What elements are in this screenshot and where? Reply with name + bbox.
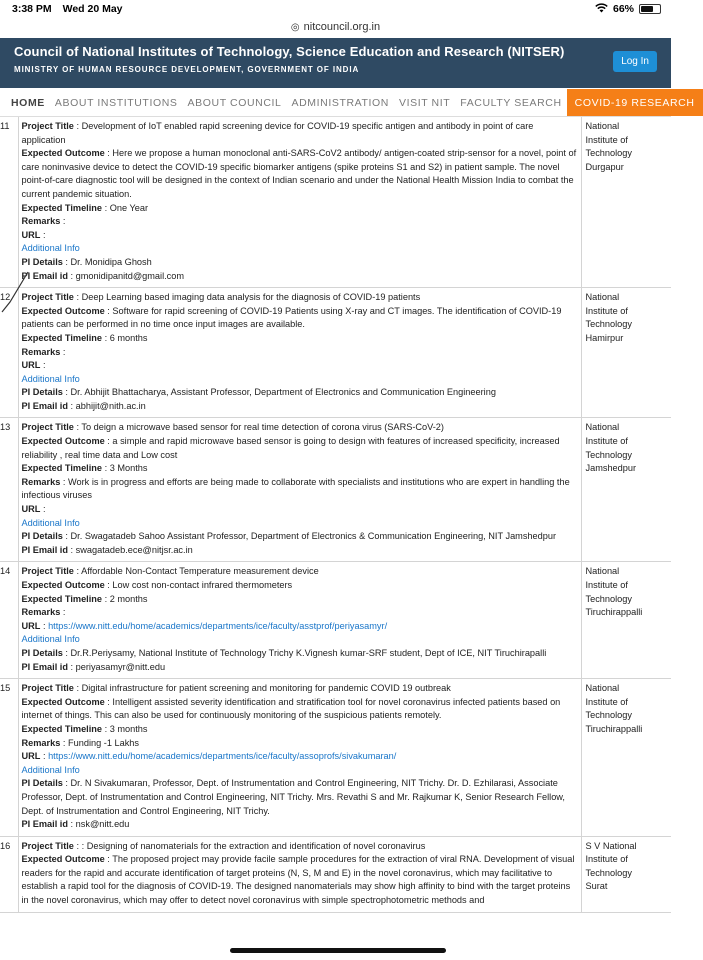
login-button[interactable]: Log In: [613, 51, 657, 72]
project-details: [18, 288, 581, 418]
field-label: Expected Timeline: [21, 202, 103, 213]
field-label: PI Email id: [21, 400, 68, 411]
field-timeline: Expected Timeline : 3 months: [21, 723, 148, 734]
nav-covid-research[interactable]: COVID-19 RESEARCH: [567, 89, 703, 116]
field-title: Project Title : Deep Learning based imaging data analysis for the diagnosis of COVID-19 patients: [21, 292, 421, 303]
field-url: URL :: [21, 360, 46, 371]
field-title: Project Title : To deign a microwave based sensor for real time detection of corona virus (SARS-CoV-2): [21, 422, 444, 433]
field-value: abhijit@nith.ac.in: [75, 400, 146, 411]
status-bar: [0, 0, 671, 18]
table-row: [0, 418, 671, 562]
field-value: periyasamyr@nitt.edu: [75, 661, 166, 672]
institution-line: Institute of: [585, 305, 628, 316]
field-label: Project Title: [21, 292, 74, 303]
row-number: 15: [0, 679, 18, 837]
row-number: 13: [0, 418, 18, 562]
institution-line: S V National: [585, 840, 637, 851]
table-row: [0, 117, 671, 288]
field-value[interactable]: https://www.nitt.edu/home/academics/departments/ice/faculty/asstprof/periyasamyr/: [48, 620, 388, 631]
field-title: Project Title : Affordable Non-Contact Temperature measurement device: [21, 566, 319, 577]
field-url: URL : https://www.nitt.edu/home/academics/departments/ice/faculty/asstprof/periyasamyr/: [21, 620, 388, 631]
field-label: URL: [21, 751, 41, 762]
field-label: Expected Outcome: [21, 148, 105, 159]
institution-line: Technology: [585, 593, 632, 604]
site-subtitle: MINISTRY OF HUMAN RESOURCE DEVELOPMENT, GOVERNMENT OF INDIA: [14, 65, 360, 74]
status-time: 3:38 PM: [12, 3, 52, 15]
field-label: PI Details: [21, 387, 63, 398]
row-number: 14: [0, 562, 18, 679]
field-email: PI Email id : periyasamyr@nitt.edu: [21, 661, 166, 672]
nav-visit-nit[interactable]: VISIT NIT: [398, 96, 451, 109]
field-label: PI Details: [21, 531, 63, 542]
project-details: [18, 418, 581, 562]
institution-line: Hamirpur: [585, 332, 624, 343]
project-details: [18, 562, 581, 679]
field-value: a simple and rapid microwave based sensor is going to design with features of increased specificity, increased reliability , real time data and Low cost: [21, 436, 560, 460]
research-table: [0, 117, 671, 913]
field-remarks: Remarks :: [21, 216, 66, 227]
field-label: Project Title: [21, 566, 74, 577]
field-value: 2 months: [109, 593, 148, 604]
additional-info-link[interactable]: Additional Info: [21, 243, 80, 254]
status-date: Wed 20 May: [62, 3, 123, 15]
field-label: PI Details: [21, 256, 63, 267]
battery-percent: 66%: [612, 3, 634, 15]
institution: [581, 288, 671, 418]
field-pi: PI Details : Dr.R.Periysamy, National Institute of Technology Trichy K.Vignesh kumar-SRF student, Dept of ICE, NIT Tiruchirapalli: [21, 647, 547, 658]
field-label: Expected Timeline: [21, 723, 103, 734]
field-timeline: Expected Timeline : 3 Months: [21, 463, 148, 474]
field-value: Dr.R.Periysamy, National Institute of Technology Trichy K.Vignesh kumar-SRF student, Dept of ICE, NIT Tiruchirapalli: [70, 647, 547, 658]
field-label: PI Email id: [21, 661, 68, 672]
project-details: [18, 836, 581, 912]
site-header: [0, 38, 671, 88]
institution-line: Tiruchirappalli: [585, 607, 643, 618]
institution-line: National: [585, 292, 620, 303]
field-value: 6 months: [109, 332, 148, 343]
field-value: Deep Learning based imaging data analysis for the diagnosis of COVID-19 patients: [81, 292, 421, 303]
field-email: PI Email id : abhijit@nith.ac.in: [21, 400, 146, 411]
field-label: PI Email id: [21, 819, 68, 830]
field-value[interactable]: https://www.nitt.edu/home/academics/departments/ice/faculty/assoprofs/sivakumaran/: [48, 751, 397, 762]
institution-line: Institute of: [585, 854, 628, 865]
additional-info-link[interactable]: Additional Info: [21, 517, 80, 528]
nav-faculty-search[interactable]: FACULTY SEARCH: [460, 96, 562, 109]
project-details: [18, 117, 581, 288]
address-bar[interactable]: [0, 18, 671, 36]
status-left: [12, 3, 131, 15]
field-value: To deign a microwave based sensor for real time detection of corona virus (SARS-CoV-2): [81, 422, 444, 433]
institution-line: Tiruchirappalli: [585, 723, 643, 734]
field-outcome: Expected Outcome : Here we propose a human monoclonal anti-SARS-CoV2 antibody/ antigen-coated strip-sensor for a novel, point of care noninvasive device to detect the COVID-19 specific biomarker antigens (spike proteins S1 and S2) in patient sample. The novel point-of-care diagnostic tool will be designed in the context of Indian scenario and under the National Health Mission India to combat the current pandemic situation.: [21, 148, 577, 199]
field-label: Remarks: [21, 476, 61, 487]
field-outcome: Expected Outcome : The proposed project may provide facile sample procedures for the extraction of viral RNA. Development of visual readers for the rapid and accurate identification of target proteins (N, S, M and E) in the novel coronavirus, which may facilitative to establish a rapid tool for the diagnosis of COVID-19. The designed nanomaterials may show high affinity to bind with the target proteins in the novel coronavirus, which may offer to detect novel coronavirus with simple spectrophotometric methods and: [21, 854, 575, 906]
field-value: Dr. Abhijit Bhattacharya, Assistant Professor, Department of Electronics and Communication Engineering: [70, 387, 496, 398]
row-number: 11: [0, 117, 18, 288]
field-label: PI Details: [21, 778, 63, 789]
field-value: 3 months: [109, 723, 148, 734]
field-label: Expected Timeline: [21, 463, 103, 474]
institution-line: Technology: [585, 319, 632, 330]
field-label: Remarks: [21, 737, 61, 748]
institution-line: Technology: [585, 710, 632, 721]
field-outcome: Expected Outcome : a simple and rapid microwave based sensor is going to design with features of increased specificity, increased reliability , real time data and Low cost: [21, 436, 560, 460]
field-email: PI Email id : swagatadeb.ece@nitjsr.ac.in: [21, 544, 193, 555]
field-email: PI Email id : nsk@nitt.edu: [21, 819, 130, 830]
field-label: Expected Outcome: [21, 580, 105, 590]
institution-line: Technology: [585, 148, 632, 159]
field-url: URL :: [21, 504, 46, 515]
institution-line: National: [585, 422, 620, 433]
field-label: URL: [21, 504, 41, 515]
table-row: [0, 288, 671, 418]
field-label: Expected Outcome: [21, 854, 105, 865]
battery-icon: [639, 4, 661, 14]
institution-line: Institute of: [585, 696, 628, 707]
field-value: Work is in progress and efforts are being made to collaborate with specialists and institutions who are expert in handling the infectious viruses: [21, 476, 570, 501]
field-pi: PI Details : Dr. Monidipa Ghosh: [21, 256, 152, 267]
field-label: Expected Outcome: [21, 436, 105, 447]
field-value: Dr. Swagatadeb Sahoo Assistant Professor, Department of Electronics & Communication Engineering, NIT Jamshedpur: [70, 531, 557, 542]
field-label: Remarks: [21, 216, 61, 227]
field-label: URL: [21, 229, 41, 240]
institution-line: Institute of: [585, 436, 628, 447]
field-value: Low cost non-contact infrared thermometers: [112, 580, 293, 590]
field-value: Development of IoT enabled rapid screening device for COVID-19 specific antigen and antibody in point of care application: [21, 121, 534, 145]
field-value: Funding -1 Lakhs: [68, 737, 139, 748]
field-label: Project Title: [21, 683, 74, 694]
field-title: Project Title : : Designing of nanomaterials for the extraction and identification of novel coronavirus: [21, 840, 426, 851]
field-pi: PI Details : Dr. N Sivakumaran, Professor, Dept. of Instrumentation and Control Engineering, NIT Trichy. Dr. D. Ezhilarasi, Associate Professor, Dept. of Instrumentation and Control Engineering, NIT Trichy. Mrs. Revathi S and Mr. Rajkumar K, Senior Research Fellow, Dept. of Instrumentation and Control Engineering, NIT Trichy.: [21, 778, 565, 816]
field-label: URL: [21, 620, 41, 631]
field-value: Here we propose a human monoclonal anti-SARS-CoV2 antibody/ antigen-coated strip-sensor for a novel, point of care noninvasive device to detect the COVID-19 specific biomarker antigens (spike proteins S1 and S2) in patient sample. The novel point-of-care diagnostic tool will be designed in the context of Indian scenario and under the National Health Mission India to combat the current pandemic situation.: [21, 148, 577, 199]
institution-line: National: [585, 566, 620, 577]
field-value: Intelligent assisted severity identification and stratification tool for novel coronavirus infected patients based on internet of things. This can also be used for continuously monitoring of the suspicious patients remotely.: [21, 696, 561, 721]
field-outcome: Expected Outcome : Intelligent assisted severity identification and stratification tool for novel coronavirus infected patients based on internet of things. This can also be used for continuously monitoring of the suspicious patients remotely.: [21, 696, 561, 721]
field-value: The proposed project may provide facile sample procedures for the extraction of viral RNA. Development of visual readers for the rapid and accurate identification of target proteins (N, S, M and E) in the novel coronavirus, which may facilitative to establish a rapid tool for the diagnosis of COVID-19. The designed nanomaterials may show high affinity to bind with the target proteins in the novel coronavirus, which may offer to detect novel coronavirus with simple spectrophotometric methods and: [21, 854, 575, 906]
institution-line: Surat: [585, 881, 608, 892]
institution-line: Institute of: [585, 134, 628, 145]
field-value: Software for rapid screening of COVID-19 Patients using X-ray and CT images. The identification of COVID-19 patients can be performed in no time once input images are available.: [21, 305, 562, 330]
lock-icon: ◎: [290, 21, 300, 33]
field-label: Remarks: [21, 346, 61, 357]
field-value: : Designing of nanomaterials for the extraction and identification of novel coronavirus: [81, 840, 426, 851]
field-label: Expected Outcome: [21, 696, 105, 707]
nav-about-council[interactable]: ABOUT COUNCIL: [187, 96, 282, 109]
table-row: [0, 836, 671, 912]
field-value: Dr. N Sivakumaran, Professor, Dept. of Instrumentation and Control Engineering, NIT Trichy. Dr. D. Ezhilarasi, Associate Professor, Dept. of Instrumentation and Control Engineering, NIT Trichy. Mrs. Revathi S and Mr. Rajkumar K, Senior Research Fellow, Dept. of Instrumentation and Control Engineering, NIT Trichy.: [21, 778, 565, 816]
field-label: Expected Timeline: [21, 332, 103, 343]
field-label: Project Title: [21, 422, 74, 433]
row-number: 12: [0, 288, 18, 418]
field-remarks: Remarks : Work is in progress and efforts are being made to collaborate with specialists and institutions who are expert in handling the infectious viruses: [21, 476, 570, 501]
nav-home[interactable]: HOME: [11, 96, 45, 109]
additional-info-link[interactable]: Additional Info: [21, 373, 80, 384]
table-row: [0, 679, 671, 837]
main-nav: [0, 89, 695, 117]
address-text: nitcouncil.org.in: [303, 21, 381, 33]
field-value: Affordable Non-Contact Temperature measurement device: [81, 566, 319, 577]
field-label: Remarks: [21, 607, 61, 618]
nav-administration[interactable]: ADMINISTRATION: [291, 96, 389, 109]
field-label: Project Title: [21, 840, 74, 851]
institution-line: Durgapur: [585, 161, 624, 172]
field-label: Project Title: [21, 121, 74, 131]
institution-line: National: [585, 121, 620, 131]
row-number: 16: [0, 836, 18, 912]
field-label: PI Details: [21, 647, 63, 658]
institution: [581, 418, 671, 562]
status-right: [595, 3, 661, 16]
field-label: PI Email id: [21, 270, 68, 281]
field-url: URL : https://www.nitt.edu/home/academics/departments/ice/faculty/assoprofs/sivakumaran/: [21, 751, 397, 762]
field-title: Project Title : Development of IoT enabled rapid screening device for COVID-19 specific antigen and antibody in point of care application: [21, 121, 534, 145]
field-value: swagatadeb.ece@nitjsr.ac.in: [75, 544, 193, 555]
field-value: Dr. Monidipa Ghosh: [70, 256, 152, 267]
field-value: gmonidipanitd@gmail.com: [75, 270, 185, 281]
field-label: Expected Timeline: [21, 593, 103, 604]
institution-line: Jamshedpur: [585, 463, 637, 474]
field-timeline: Expected Timeline : 6 months: [21, 332, 148, 343]
wifi-icon: [595, 3, 608, 16]
field-outcome: Expected Outcome : Software for rapid screening of COVID-19 Patients using X-ray and CT images. The identification of COVID-19 patients can be performed in no time once input images are available.: [21, 305, 562, 330]
field-url: URL :: [21, 229, 46, 240]
field-title: Project Title : Digital infrastructure for patient screening and monitoring for pandemic COVID 19 outbreak: [21, 683, 451, 694]
additional-info-link[interactable]: Additional Info: [21, 634, 80, 645]
institution: [581, 679, 671, 837]
institution: [581, 562, 671, 679]
institution-line: National: [585, 683, 620, 694]
institution-line: Institute of: [585, 580, 628, 590]
institution-line: Technology: [585, 449, 632, 460]
site-title: Council of National Institutes of Technology, Science Education and Research (NITSER): [14, 44, 565, 59]
institution: [581, 117, 671, 288]
field-remarks: Remarks :: [21, 607, 66, 618]
field-pi: PI Details : Dr. Swagatadeb Sahoo Assistant Professor, Department of Electronics & Communication Engineering, NIT Jamshedpur: [21, 531, 557, 542]
project-details: [18, 679, 581, 837]
field-outcome: Expected Outcome : Low cost non-contact infrared thermometers: [21, 580, 293, 590]
field-value: Digital infrastructure for patient screening and monitoring for pandemic COVID 19 outbreak: [81, 683, 451, 694]
field-value: One Year: [109, 202, 149, 213]
field-email: PI Email id : gmonidipanitd@gmail.com: [21, 270, 185, 281]
field-value: nsk@nitt.edu: [75, 819, 130, 830]
field-label: Expected Outcome: [21, 305, 105, 316]
field-value: 3 Months: [109, 463, 148, 474]
institution: [581, 836, 671, 912]
field-pi: PI Details : Dr. Abhijit Bhattacharya, Assistant Professor, Department of Electronics and Communication Engineering: [21, 387, 496, 398]
nav-about-institutions[interactable]: ABOUT INSTITUTIONS: [54, 96, 178, 109]
table-row: [0, 562, 671, 679]
institution-line: Technology: [585, 867, 632, 878]
field-timeline: Expected Timeline : 2 months: [21, 593, 148, 604]
field-remarks: Remarks : Funding -1 Lakhs: [21, 737, 139, 748]
field-timeline: Expected Timeline : One Year: [21, 202, 149, 213]
additional-info-link[interactable]: Additional Info: [21, 764, 80, 775]
field-label: PI Email id: [21, 544, 68, 555]
field-label: URL: [21, 360, 41, 371]
field-remarks: Remarks :: [21, 346, 66, 357]
home-indicator: [230, 948, 446, 953]
